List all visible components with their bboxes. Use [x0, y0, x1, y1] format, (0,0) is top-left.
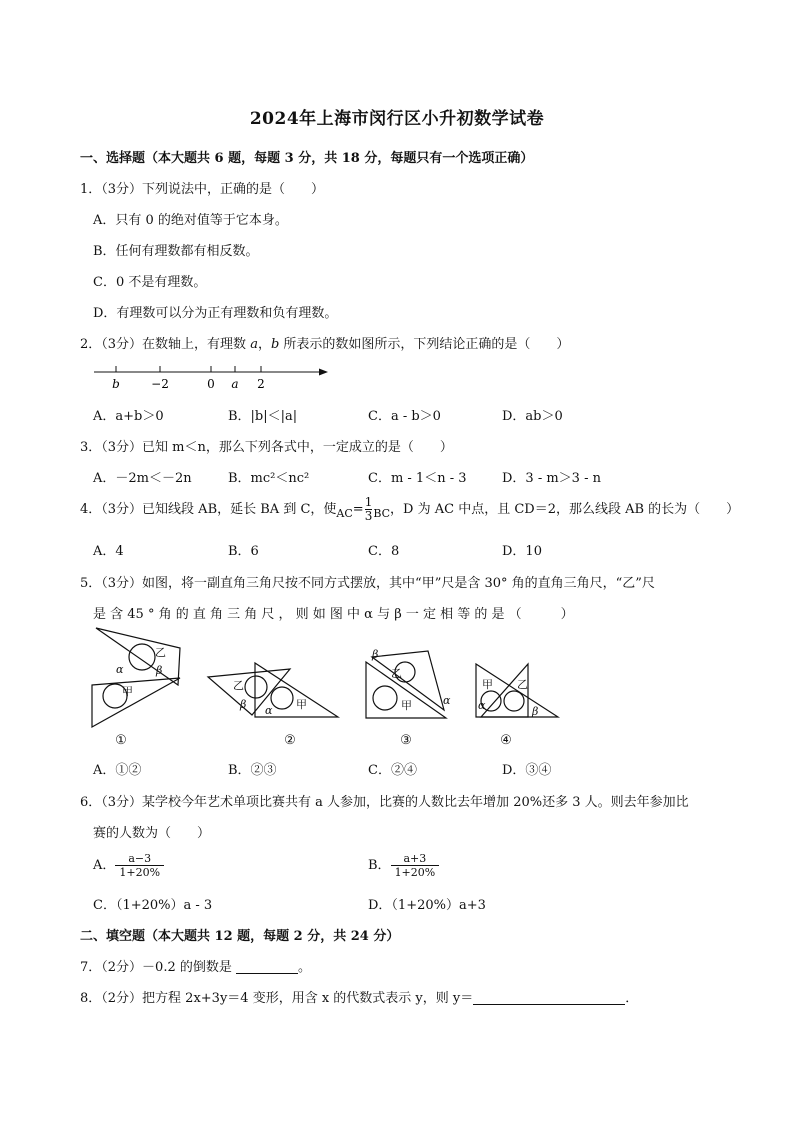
question-7-stem: 7．（2分）－0.2 的倒数是 — [80, 960, 236, 975]
figure-1-caption: ① — [115, 733, 127, 748]
number-line-label-b: b — [112, 377, 120, 391]
question-2-option-d: D．ab＞0 — [502, 409, 563, 424]
question-4-option-a: A．4 — [93, 544, 124, 559]
figure-1-circle-yi — [129, 644, 155, 670]
question-1-option-d: D．有理数可以分为正有理数和负有理数。 — [93, 306, 338, 321]
section-heading-fill-in: 二、填空题（本大题共 12 题，每题 2 分，共 24 分） — [80, 929, 400, 944]
figure-1-label-beta: β — [156, 664, 163, 677]
question-3-option-d: D．3 - m＞3 - n — [502, 471, 601, 486]
figure-3-label-jia: 甲 — [401, 699, 412, 712]
number-line-label-neg2: −2 — [151, 377, 169, 391]
question-4-fraction — [365, 496, 373, 523]
figure-2-caption: ② — [284, 733, 296, 748]
question-3-stem: 3．（3分）已知 m＜n，那么下列各式中，一定成立的是（ ） — [80, 440, 453, 455]
figure-4-caption: ④ — [500, 733, 512, 748]
question-2-var-a: a — [250, 337, 258, 352]
figure-2-circle-jia — [271, 687, 293, 709]
figure-2-label-jia: 甲 — [296, 698, 307, 711]
question-5-line-2: 是 含 45 ° 角 的 直 角 三 角 尺 ， 则 如 图 中 α 与 β 一 定 相 等 的 是 （ ） — [93, 607, 574, 622]
question-4-option-c: C．8 — [368, 544, 400, 559]
number-line-figure — [88, 360, 338, 392]
fraction-numerator: 1 — [364, 495, 373, 509]
page-title: 2024年上海市闵行区小升初数学试卷 — [249, 109, 545, 129]
question-6-option-b — [368, 852, 439, 879]
question-6-option-a — [93, 852, 164, 879]
question-5-line-1: 5．（3分）如图，将一副直角三角尺按不同方式摆放，其中“甲”尺是含 30° 角的直角三角尺，“乙”尺 — [80, 576, 655, 591]
question-8 — [80, 987, 638, 1006]
question-4-equals: = — [352, 502, 364, 517]
question-2-var-b: b — [270, 337, 280, 352]
question-5-option-a: A．①② — [93, 763, 142, 778]
question-1-option-a: A．只有 0 的绝对值等于它本身。 — [93, 213, 288, 228]
fraction-numerator: a−3 — [115, 852, 164, 866]
figure-2-label-yi: 乙 — [233, 679, 244, 692]
figure-1-label-yi: 乙 — [155, 646, 166, 659]
question-3-option-c: C．m - 1＜n - 3 — [368, 471, 467, 486]
question-7-end: 。 — [297, 960, 311, 975]
question-2-stem — [80, 333, 569, 352]
question-3-option-b: B．mc²＜nc² — [228, 471, 310, 486]
question-6-option-a-fraction — [115, 852, 164, 879]
question-2-option-a: A．a+b＞0 — [93, 409, 164, 424]
question-2-stem-part: 2．（3分）在数轴上，有理数 — [80, 337, 251, 352]
figure-3-label-beta: β — [372, 648, 379, 661]
question-6-option-c: C．（1+20%）a - 3 — [93, 898, 213, 913]
answer-blank[interactable] — [473, 990, 625, 1005]
question-4-bc: BC — [373, 507, 391, 520]
fraction-denominator: 3 — [364, 509, 373, 523]
question-2-stem-part: 所表示的数如图所示，下列结论正确的是（ ） — [279, 337, 570, 352]
figure-4-label-alpha: α — [478, 699, 486, 712]
answer-blank[interactable] — [236, 959, 298, 974]
question-1-option-c: C．0 不是有理数。 — [93, 275, 207, 290]
question-8-end: ． — [625, 991, 639, 1006]
option-label: B． — [368, 858, 391, 873]
question-3-option-a: A．－2m＜－2n — [93, 471, 192, 486]
figure-4-label-jia: 甲 — [482, 678, 493, 691]
figure-2 — [208, 663, 338, 717]
section-heading-choice: 一、选择题（本大题共 6 题，每题 3 分，共 18 分，每题只有一个选项正确） — [80, 151, 534, 166]
question-1-option-b: B．任何有理数都有相反数。 — [93, 244, 259, 259]
triangle-rulers-figure — [80, 622, 580, 750]
figure-1-label-alpha: α — [116, 663, 124, 676]
figure-1 — [92, 628, 180, 727]
figure-4-circle-yi — [504, 691, 524, 711]
question-6-option-b-fraction — [391, 852, 440, 879]
figure-3-circle-jia — [373, 686, 397, 710]
figure-3-label-yi: 乙 — [391, 667, 402, 680]
figure-1-triangle-yi — [96, 628, 180, 685]
question-4-option-b: B．6 — [228, 544, 259, 559]
question-4-ac: AC — [336, 507, 353, 520]
question-2-option-c: C．a - b＞0 — [368, 409, 441, 424]
number-line-label-2: 2 — [257, 377, 265, 391]
figure-2-label-alpha: α — [265, 704, 273, 717]
question-5-option-b: B．②③ — [228, 763, 277, 778]
question-4-stem-part: ，D 为 AC 中点，且 CD＝2，那么线段 AB 的长为（ ） — [390, 502, 740, 517]
fraction-denominator: 1+20% — [119, 866, 161, 879]
fraction-denominator: 1+20% — [394, 866, 436, 879]
question-5-option-d: D．③④ — [502, 763, 552, 778]
question-6-line-1: 6．（3分）某学校今年艺术单项比赛共有 a 人参加，比赛的人数比去年增加 20%还多 3 人。则去年参加比 — [80, 795, 689, 810]
question-6-option-d: D．（1+20%）a+3 — [368, 898, 486, 913]
question-2-option-b: B．|b|＜|a| — [228, 409, 298, 424]
figure-2-circle-yi — [245, 676, 267, 698]
figure-2-label-beta: β — [240, 698, 247, 711]
figure-1-label-jia: 甲 — [122, 685, 133, 698]
question-2-stem-part: ， — [257, 337, 271, 352]
question-5-option-c: C．②④ — [368, 763, 417, 778]
number-line-label-a: a — [231, 377, 239, 391]
number-line-label-0: 0 — [207, 377, 215, 391]
option-label: A． — [93, 858, 116, 873]
figure-4-label-yi: 乙 — [517, 678, 528, 691]
fraction-numerator: a+3 — [391, 852, 440, 866]
question-7 — [80, 956, 311, 975]
question-1-stem: 1．（3分）下列说法中，正确的是（ ） — [80, 182, 325, 197]
question-8-stem: 8．（2分）把方程 2x+3y＝4 变形，用含 x 的代数式表示 y，则 y＝ — [80, 991, 474, 1006]
question-4-stem-part: 4．（3分）已知线段 AB，延长 BA 到 C，使 — [80, 502, 337, 517]
question-4-option-d: D．10 — [502, 544, 542, 559]
figure-3-label-alpha: α — [443, 694, 451, 707]
number-line-arrow — [319, 369, 328, 376]
question-6-line-2: 赛的人数为（ ） — [93, 826, 211, 841]
figure-4-label-beta: β — [532, 705, 539, 718]
figure-3-caption: ③ — [400, 733, 412, 748]
question-4-stem — [80, 496, 739, 523]
